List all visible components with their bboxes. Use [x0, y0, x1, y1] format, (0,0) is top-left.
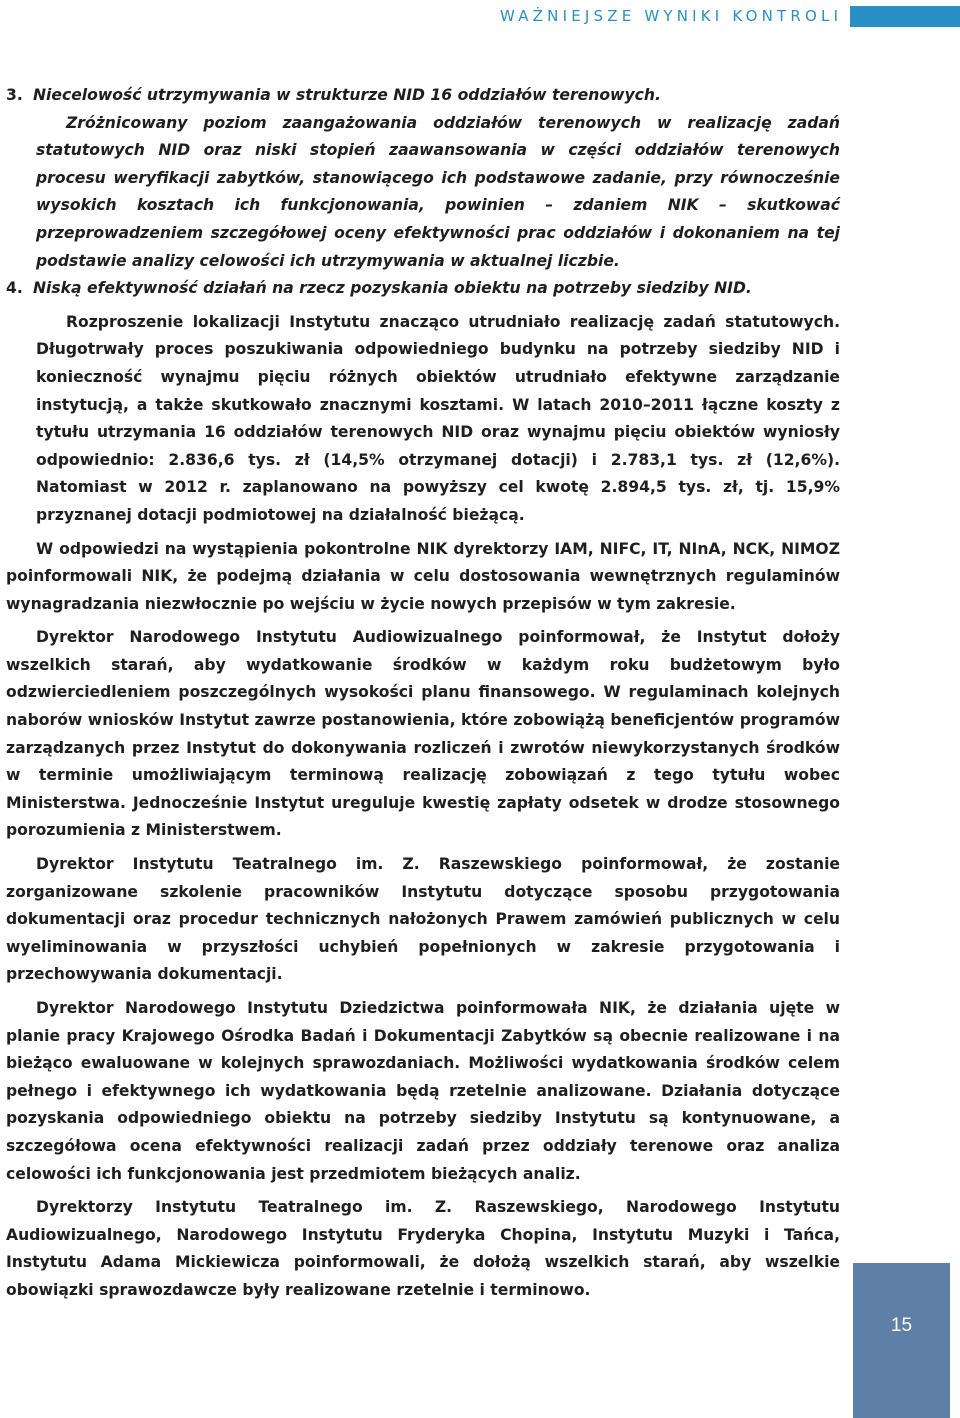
finding-3-body: Zróżnicowany poziom zaangażowania oddziałów terenowych w realizację zadań statutowych NID oraz niski stopień zaawansowania w części oddziałów terenowych procesu weryfikacji zabytków, stanowiącego ich podstawowe zadanie, przy równocześnie wysokich kosztach ich funkcjonowania, powinien – zdaniem NIK – skutkować przeprowadzeniem szczegółowej oceny efektywności prac oddziałów i dokonaniem na tej podstawie analizy celowości ich utrzymywania w aktualnej liczbie. [36, 113, 840, 270]
page-number-box [853, 1263, 950, 1418]
paragraph-it-director: Dyrektor Instytutu Teatralnego im. Z. Raszewskiego poinformował, że zostanie zorganizowane szkolenie pracowników Instytutu dotyczące sposobu przygotowania dokumentacji oraz procedur technicznych nałożonych Prawem zamówień publicznych w celu wyeliminowania w przyszłości uchybień popełnionych w zakresie przygotowania i przechowywania dokumentacji. [6, 855, 840, 984]
finding-4-number: 4. [6, 279, 23, 298]
page-number: 15 [890, 1315, 913, 1336]
running-header-title: WAŻNIEJSZE WYNIKI KONTROLI [500, 7, 843, 25]
paragraph-response-directors: W odpowiedzi na wystąpienia pokontrolne NIK dyrektorzy IAM, NIFC, IT, NInA, NCK, NIMOZ poinformowali NIK, że podejmą działania w celu dostosowania wewnętrznych regulaminów wynagradzania niezwłocznie po wejściu w życie nowych przepisów w tym zakresie. [6, 539, 840, 613]
paragraph-nina-director: Dyrektor Narodowego Instytutu Audiowizualnego poinformował, że Instytut dołoży wszelkich starań, aby wydatkowanie środków w każdym roku budżetowym było odzwierciedleniem poszczególnych wysokości planu finansowego. W regulaminach kolejnych naborów wniosków Instytut zawrze postanowienia, które zobowiążą beneficjentów programów zarządzanych przez Instytut do dokonywania rozliczeń i zwrotów niewykorzystanych środków w terminie umożliwiającym terminową realizację zobowiązań z tego tytułu wobec Ministerstwa. Jednocześnie Instytut ureguluje kwestię zapłaty odsetek w drodze stosownego porozumienia z Ministerstwem. [6, 628, 840, 840]
finding-4-title [6, 275, 840, 303]
header-color-block [850, 6, 960, 27]
paragraph-nid-director: Dyrektor Narodowego Instytutu Dziedzictwa poinformowała NIK, że działania ujęte w planie pracy Krajowego Ośrodka Badań i Dokumentacji Zabytków są obecnie realizowane i na bieżąco ewaluowane w kolejnych sprawozdaniach. Możliwości wydatkowania środków celem pełnego i efektywnego ich wydatkowania będą rzetelnie analizowane. Działania dotyczące pozyskania odpowiedniego obiektu na potrzeby siedziby Instytutu są kontynuowane, a szczegółowa ocena efektywności realizacji zadań przez oddziały terenowe oraz analiza celowości ich funkcjonowania jest przedmiotem bieżących analiz. [6, 999, 840, 1183]
finding-3-number: 3. [6, 86, 23, 104]
finding-4-body: Rozproszenie lokalizacji Instytutu znacząco utrudniało realizację zadań statutowych. Długotrwały proces poszukiwania odpowiedniego budynku na potrzeby siedziby NID i konieczność wynajmu pięciu różnych obiektów utrudniało efektywne zarządzanie instytucją, a także skutkowało znacznymi kosztami. W latach 2010–2011 łączne koszty z tytułu utrzymania 16 oddziałów terenowych NID oraz wynajmu pięciu obiektów wyniosły odpowiednio: 2.836,6 tys. zł (14,5% otrzymanej dotacji) i 2.783,1 tys. zł (12,6%). Natomiast w 2012 r. zaplanowano na powyższy cel kwotę 2.894,5 tys. zł, tj. 15,9% przyznanej dotacji podmiotowej na działalność bieżącą. [36, 312, 840, 524]
finding-3-title-text: Niecelowość utrzymywania w strukturze NID 16 oddziałów terenowych. [33, 86, 661, 104]
paragraph-multiple-directors: Dyrektorzy Instytutu Teatralnego im. Z. Raszewskiego, Narodowego Instytutu Audiowizualnego, Narodowego Instytutu Fryderyka Chopina, Instytutu Muzyki i Tańca, Instytutu Adama Mickiewicza poinformowali, że dołożą wszelkich starań, aby wszelkie obowiązki sprawozdawcze były realizowane rzetelnie i terminowo. [6, 1198, 840, 1299]
document-body [6, 82, 840, 1305]
finding-4-title-text: Niską efektywność działań na rzecz pozyskania obiektu na potrzeby siedziby NID. [33, 279, 752, 298]
finding-3-title [6, 82, 840, 110]
